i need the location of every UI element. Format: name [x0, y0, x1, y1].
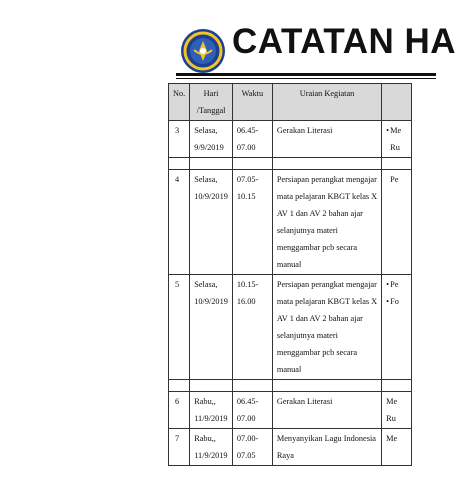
table-row [169, 170, 412, 275]
table-row-spacer [169, 380, 412, 392]
table-header-row [169, 84, 412, 121]
row-number: 6 [169, 392, 190, 429]
row-day-date: Rabu,, 11/9/2019 [190, 392, 233, 429]
table-row-spacer [169, 158, 412, 170]
row-time: 07.00-07.05 [232, 429, 272, 466]
row-number: 4 [169, 170, 190, 275]
header-rule-thick [176, 73, 436, 76]
row-notes: Me [382, 429, 412, 466]
row-activity: Gerakan Literasi [272, 392, 381, 429]
table-row [169, 121, 412, 158]
row-activity: Persiapan perangkat mengajar mata pelajaran KBGT kelas X AV 1 dan AV 2 bahan ajar selanjutnya materi menggambar pcb secara manual [272, 170, 381, 275]
row-day-date: Selasa, 10/9/2019 [190, 170, 233, 275]
row-day-date: Selasa, 10/9/2019 [190, 275, 233, 380]
column-header-time: Waktu [232, 84, 272, 121]
column-header-activity: Uraian Kegiatan [272, 84, 381, 121]
table-row [169, 429, 412, 466]
row-number: 3 [169, 121, 190, 158]
row-time: 10.15-16.00 [232, 275, 272, 380]
row-time: 06.45-07.00 [232, 121, 272, 158]
table-row [169, 392, 412, 429]
document-header [0, 0, 456, 84]
row-day-date: Selasa, 9/9/2019 [190, 121, 233, 158]
column-header-day-date: Hari /Tanggal [190, 84, 233, 121]
row-number: 7 [169, 429, 190, 466]
page-title: CATATAN HA [232, 22, 456, 61]
row-activity: Gerakan Literasi [272, 121, 381, 158]
row-number: 5 [169, 275, 190, 380]
row-time: 06.45-07.00 [232, 392, 272, 429]
table-row [169, 275, 412, 380]
row-time: 07.05-10.15 [232, 170, 272, 275]
row-activity: Menyanyikan Lagu Indonesia Raya [272, 429, 381, 466]
row-notes: • Me Ru [382, 121, 412, 158]
activity-table [168, 83, 412, 466]
column-header-no: No. [169, 84, 190, 121]
row-activity: Persiapan perangkat mengajar mata pelajaran KBGT kelas X AV 1 dan AV 2 bahan ajar selanjutnya materi menggambar pcb secara manual [272, 275, 381, 380]
row-notes: • Pe • Fo [382, 275, 412, 380]
column-header-notes [382, 84, 412, 121]
university-seal-icon [180, 28, 226, 74]
header-rule-thin [176, 78, 436, 79]
row-notes: Pe [382, 170, 412, 275]
row-notes: Me Ru [382, 392, 412, 429]
row-day-date: Rabu,, 11/9/2019 [190, 429, 233, 466]
